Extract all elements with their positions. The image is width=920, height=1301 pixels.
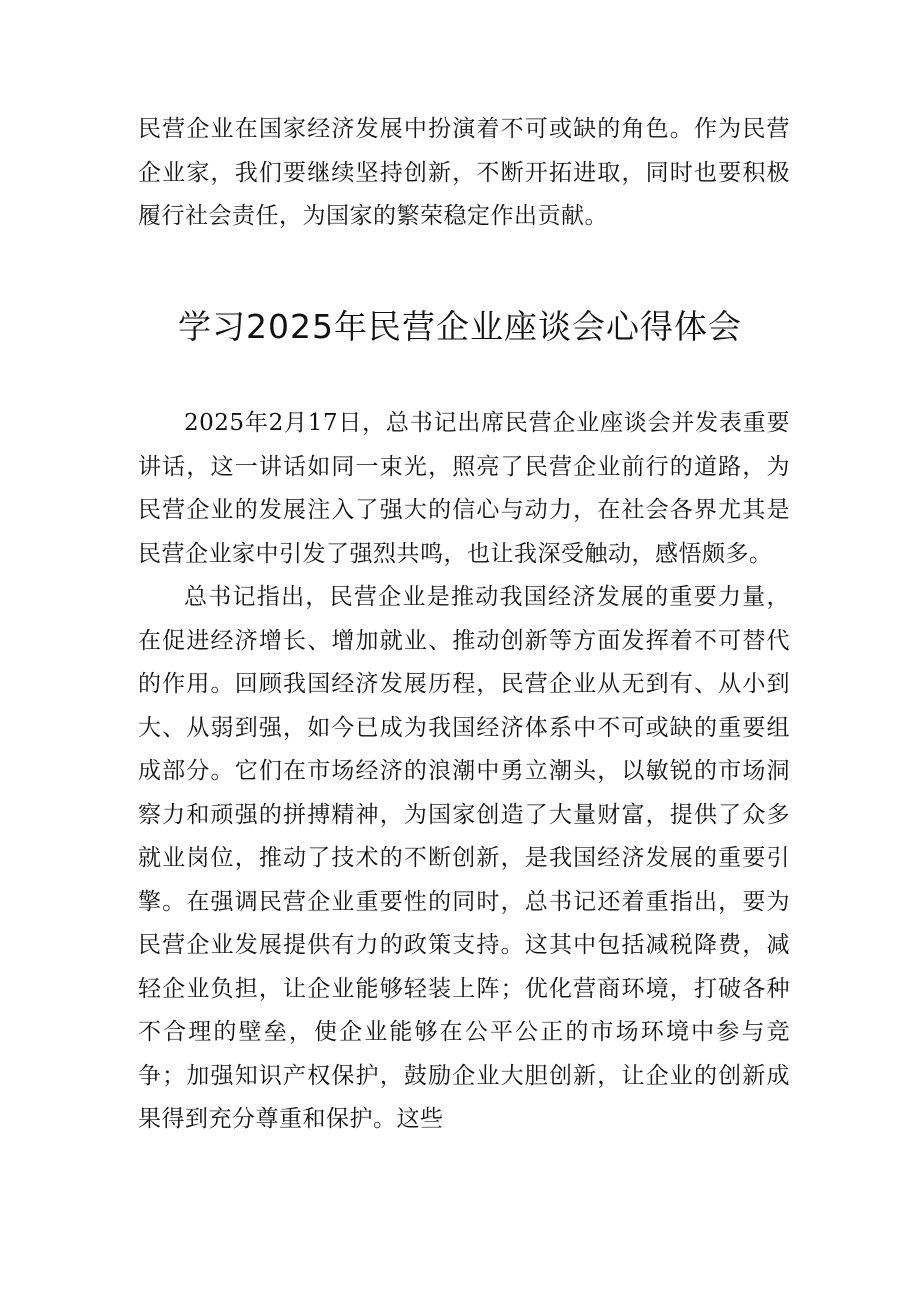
body-paragraph: 总书记指出，民营企业是推动我国经济发展的重要力量，在促进经济增长、增加就业、推动创新等方面发挥着不可替代的作用。回顾我国经济发展历程，民营企业从无到有、从小到大、从弱到强，如今已成为我国经济体系中不可或缺的重要组成部分。它们在市场经济的浪潮中勇立潮头，以敏锐的市场洞察力和顽强的拼搏精神，为国家创造了大量财富，提供了众多就业岗位，推动了技术的不断创新，是我国经济发展的重要引擎。在强调民营企业重要性的同时，总书记还着重指出，要为民营企业发展提供有力的政策支持。这其中包括减税降费，减轻企业负担，让企业能够轻装上阵；优化营商环境，打破各种不合理的壁垒，使企业能够在公平公正的市场环境中参与竞争；加强知识产权保护，鼓励企业大胆创新，让企业的创新成果得到充分尊重和保护。这些: [138, 584, 790, 1132]
body-section: [138, 402, 790, 1142]
document-title: 学习2025年民营企业座谈会心得体会: [178, 307, 742, 346]
intro-section: [138, 108, 790, 239]
intro-paragraph: 民营企业在国家经济发展中扮演着不可或缺的角色。作为民营企业家，我们要继续坚持创新，不断开拓进取，同时也要积极履行社会责任，为国家的繁荣稳定作出贡献。: [138, 116, 790, 229]
body-paragraph: 2025年2月17日，总书记出席民营企业座谈会并发表重要讲话，这一讲话如同一束光，照亮了民营企业前行的道路，为民营企业的发展注入了强大的信心与动力，在社会各界尤其是民营企业家中引发了强烈共鸣，也让我深受触动，感悟颇多。: [138, 410, 790, 567]
